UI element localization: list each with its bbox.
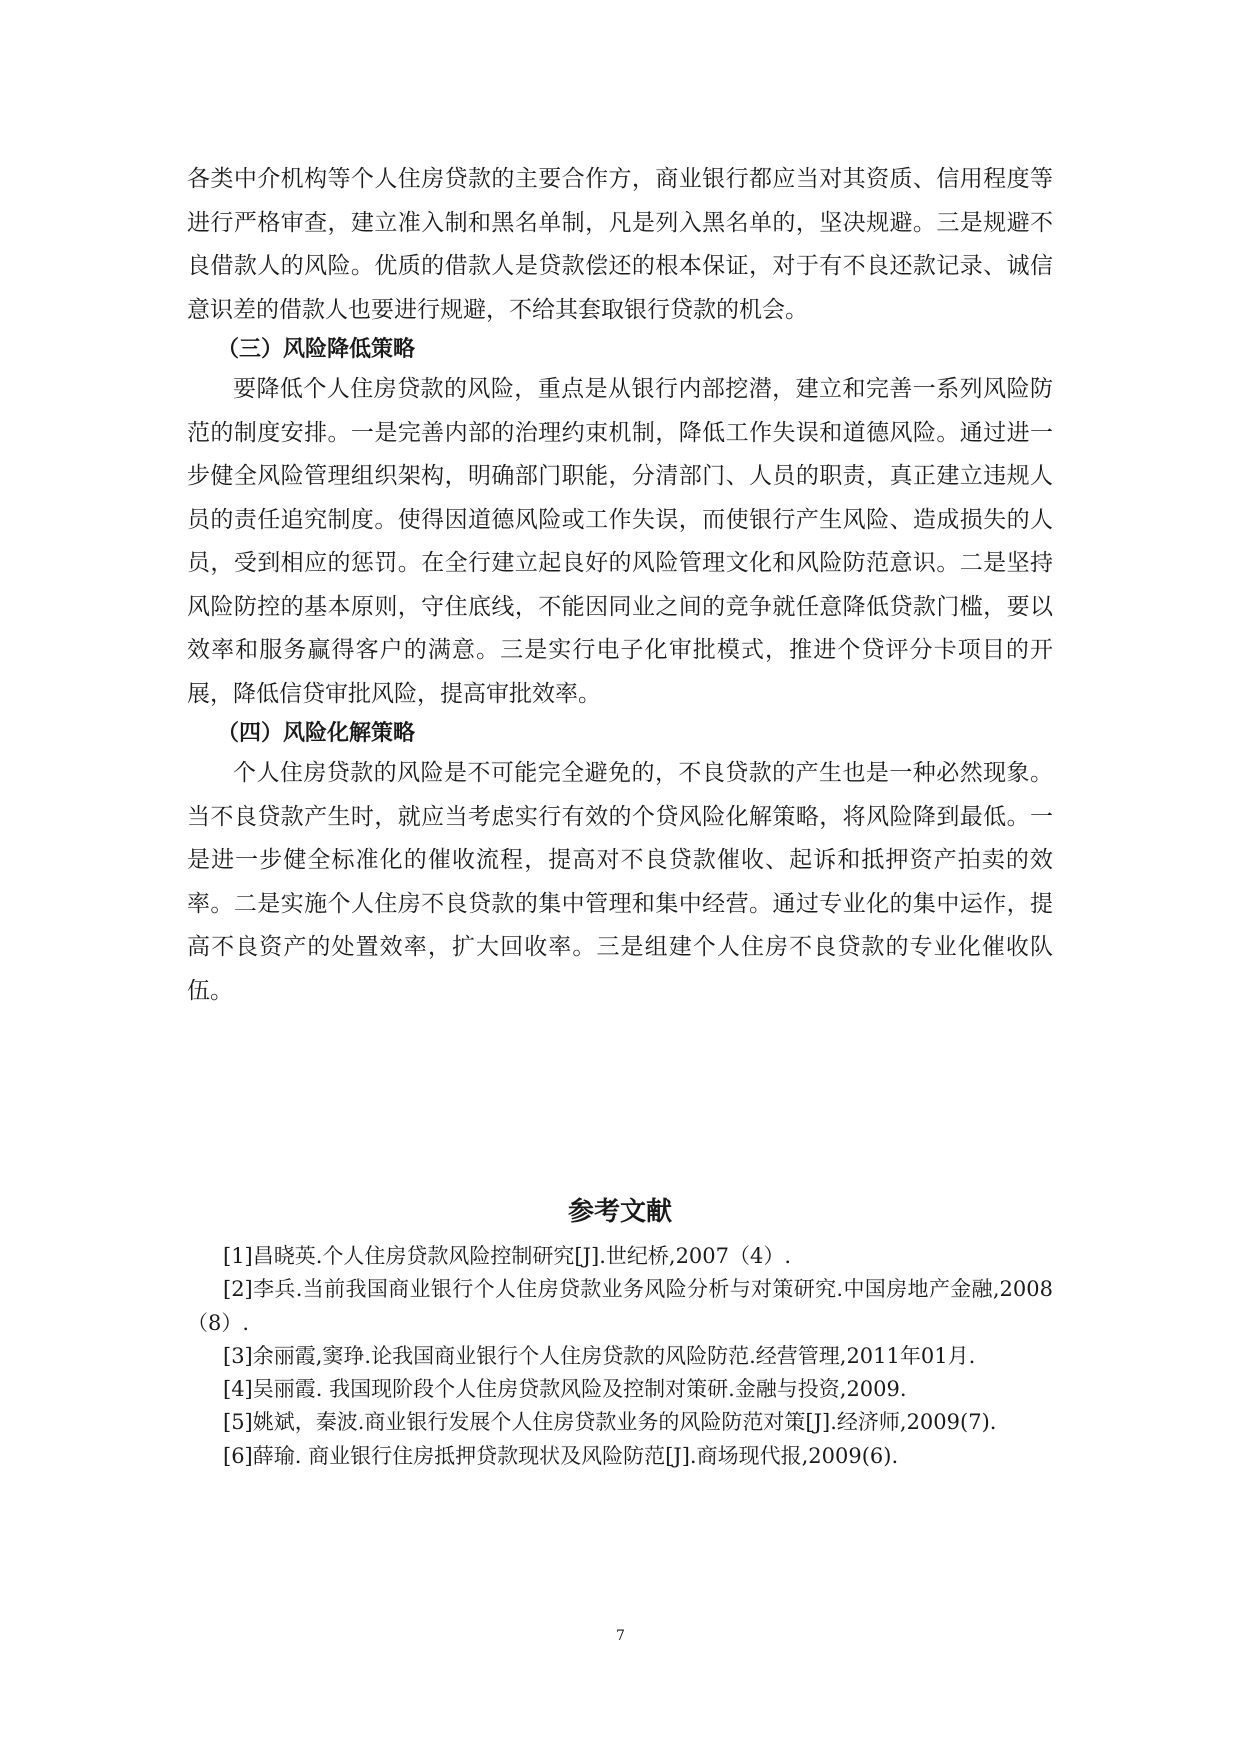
reference-item: [3]余丽霞,窦琤.论我国商业银行个人住房贷款的风险防范.经营管理,2011年01月. bbox=[223, 1343, 976, 1368]
references-title: 参考文献 bbox=[567, 1197, 672, 1227]
body-text bbox=[187, 158, 1053, 1013]
paragraph-1: 各类中介机构等个人住房贷款的主要合作方，商业银行都应当对其资质、信用程度等进行严格审查，建立准入制和黑名单制，凡是列入黑名单的，坚决规避。三是规避不良借款人的风险。优质的借款人是贷款偿还的根本保证，对于有不良还款记录、诚信意识差的借款人也要进行规避，不给其套取银行贷款的机会。 bbox=[187, 166, 1053, 323]
section-heading-3: （三）风险降低策略 bbox=[217, 337, 416, 362]
reference-item: [2]李兵.当前我国商业银行个人住房贷款业务风险分析与对策研究.中国房地产金融,2008（8）. bbox=[187, 1277, 1053, 1335]
reference-item: [5]姚斌，秦波.商业银行发展个人住房贷款业务的风险防范对策[J].经济师,2009(7). bbox=[223, 1410, 997, 1435]
reference-item: [1]昌晓英.个人住房贷款风险控制研究[J].世纪桥,2007（4）. bbox=[223, 1244, 792, 1268]
paragraph-3: 个人住房贷款的风险是不可能完全避免的，不良贷款的产生也是一种必然现象。当不良贷款产生时，就应当考虑实行有效的个贷风险化解策略，将风险降到最低。一是进一步健全标准化的催收流程，提高对不良贷款催收、起诉和抵押资产拍卖的效率。二是实施个人住房不良贷款的集中管理和集中经营。通过专业化的集中运作，提高不良资产的处置效率，扩大回收率。三是组建个人住房不良贷款的专业化催收队伍。 bbox=[187, 760, 1053, 1004]
reference-item: [4]吴丽霞. 我国现阶段个人住房贷款风险及控制对策研.金融与投资,2009. bbox=[223, 1377, 907, 1402]
paragraph-2: 要降低个人住房贷款的风险，重点是从银行内部挖潜，建立和完善一系列风险防范的制度安排。一是完善内部的治理约束机制，降低工作失误和道德风险。通过进一步健全风险管理组织架构，明确部门职能，分清部门、人员的职责，真正建立违规人员的责任追究制度。使得因道德风险或工作失误，而使银行产生风险、造成损失的人员，受到相应的惩罚。在全行建立起良好的风险管理文化和风险防范意识。二是坚持风险防控的基本原则，守住底线，不能因同业之间的竞争就任意降低贷款门槛，要以效率和服务赢得客户的满意。三是实行电子化审批模式，推进个贷评分卡项目的开展，降低信贷审批风险，提高审批效率。 bbox=[187, 376, 1053, 707]
page-number: 7 bbox=[616, 1628, 625, 1644]
section-heading-4: （四）风险化解策略 bbox=[217, 721, 416, 746]
reference-item: [6]薛瑜. 商业银行住房抵押贷款现状及风险防范[J].商场现代报,2009(6). bbox=[223, 1443, 899, 1468]
references-list bbox=[187, 1240, 1053, 1473]
